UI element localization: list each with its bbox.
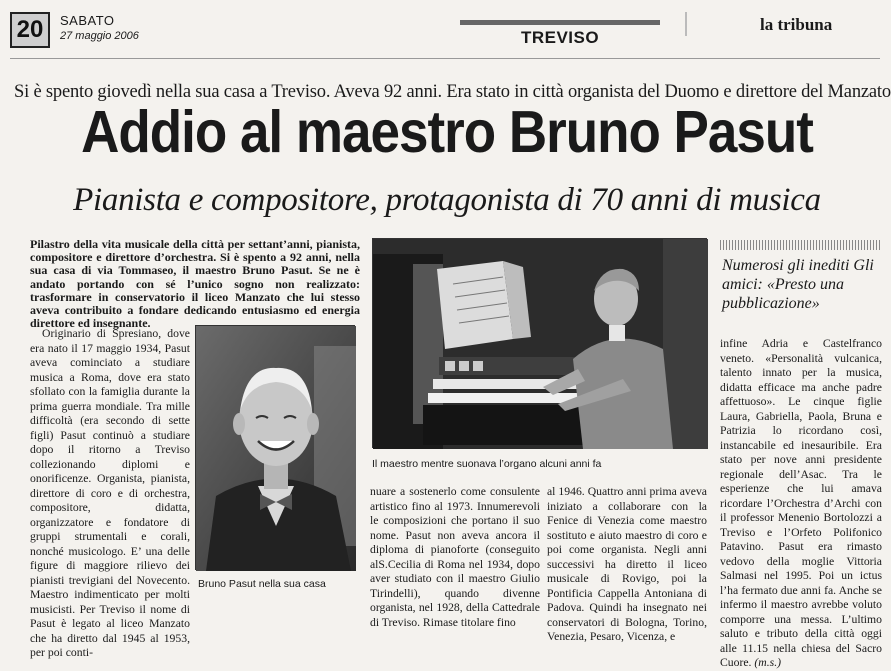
column-4-text xyxy=(720,337,882,671)
author-signature: (m.s.) xyxy=(754,656,782,669)
issue-day: SABATO xyxy=(60,13,115,28)
section-name: TREVISO xyxy=(520,28,600,47)
article-column-2 xyxy=(370,485,540,630)
page-number: 20 xyxy=(10,12,50,48)
portrait-caption: Bruno Pasut nella sua casa xyxy=(198,578,326,590)
sidebar-rule xyxy=(720,240,882,250)
newspaper-name: la tribuna xyxy=(760,15,833,34)
header-rule xyxy=(10,58,880,59)
portrait-illustration xyxy=(196,326,356,571)
article-column-4 xyxy=(720,337,882,671)
sidebar-title: Numerosi gli inediti Gli amici: «Presto una pubblicazione» xyxy=(722,257,874,312)
column-1-text: Originario di Spresiano, dove era nato il 17 maggio 1934, Pasut aveva cominciato a studiare musica a Roma, dove era stato sfollato con la famiglia durante la prima guerra mondiale. Tra mille difficoltà (era secondo di sette figli) Pasut continuò a studiare dopo il ritorno a Treviso collezionando diplomi e onorificenze. Organista, pianista, direttore di coro e di orchestra, compositore, didatta, organizzatore e fondatore di gruppi strumentali e corali, nonché musicologo. E’ una delle figure di maggiore rilievo dei pianisti trevigiani del Novecento. Maestro indimenticato per molti musicisti. Per Treviso il nome di Pasut è legato al liceo Manzato che ha diretto dal 1945 al 1953, per poi conti- xyxy=(30,327,190,659)
organ-photo xyxy=(372,238,707,448)
subheadline: Pianista e compositore, protagonista di 70 anni di musica xyxy=(73,182,821,218)
column-2-text: nuare a sostenerlo come consulente artistico fino al 1973. Innumerevoli le composizioni che portano il suo nome. Pasut non aveva ancora il diploma di pianoforte (conseguito alS.Cecilia di Roma nel 1934, dopo aver studiato con il maestro Giulio Tirindelli), quando divenne organista, nel 1928, della Cattedrale di Treviso. Rimase titolare fino xyxy=(370,485,540,629)
headline: Addio al maestro Bruno Pasut xyxy=(81,99,813,166)
article-column-1 xyxy=(30,327,190,661)
article-column-3 xyxy=(547,485,707,645)
header-divider xyxy=(685,12,687,36)
issue-date: 27 maggio 2006 xyxy=(60,30,139,42)
section-bar xyxy=(460,20,660,25)
kicker: Si è spento giovedì nella sua casa a Treviso. Aveva 92 anni. Era stato in città organista del Duomo e direttore del Manzato xyxy=(14,82,891,102)
organ-caption: Il maestro mentre suonava l’organo alcuni anni fa xyxy=(372,458,602,470)
column-4-body: infine Adria e Castelfranco veneto. «Personalità vulcanica, talento innato per la musica, didatta efficace ma anche padre affettuoso». Le cinque figlie Laura, Gabriella, Paola, Bruna e Patrizia lo ricordano così, instancabile ed inesauribile. Era stato per nove anni presidente regionale dell’Asac. Tra le esperienze che lui amava ricordare l’Orchestra d’Archi con il professor Menenio Bortolozzi a Treviso e l’Orfeto Polifonico Patavino. Pasut era rimasto vedovo della moglie Vittoria Salmasi nel 1995. Poi un ictus l’ha fermato due anni fa. Anche se infermo il maestro avrebbe voluto comporre una messa. L’ultimo saluto e tributo della città oggi alle 11.15 nella chiesa del Sacro Cuore. xyxy=(720,337,882,669)
portrait-photo xyxy=(195,325,355,570)
lead-paragraph: Pilastro della vita musicale della città per settant’anni, pianista, compositore e direttore d’orchestra. Si è spento a 92 anni, nella sua casa di via Tommaseo, il maestro Bruno Pasut. Se ne è andato portando con sé l’unico sogno non realizzato: trasformare in conservatorio il liceo Manzato che lui stesso aveva contribuito a fondare dedicando entusiasmo ed energia direttore ed insegnante. xyxy=(30,237,360,331)
organ-illustration xyxy=(373,239,708,449)
column-3-text: al 1946. Quattro anni prima aveva iniziato a collaborare con la Fenice di Venezia come maestro sostituto e aiuto maestro di coro e poi come organista. Negli anni successivi ha diretto il liceo musicale di Rovigo, poi la Pontificia Cappella Antoniana di Padova. Quindi ha insegnato nei conservatori di Bologna, Torino, Venezia, Pesaro, Vicenza, e xyxy=(547,485,707,643)
